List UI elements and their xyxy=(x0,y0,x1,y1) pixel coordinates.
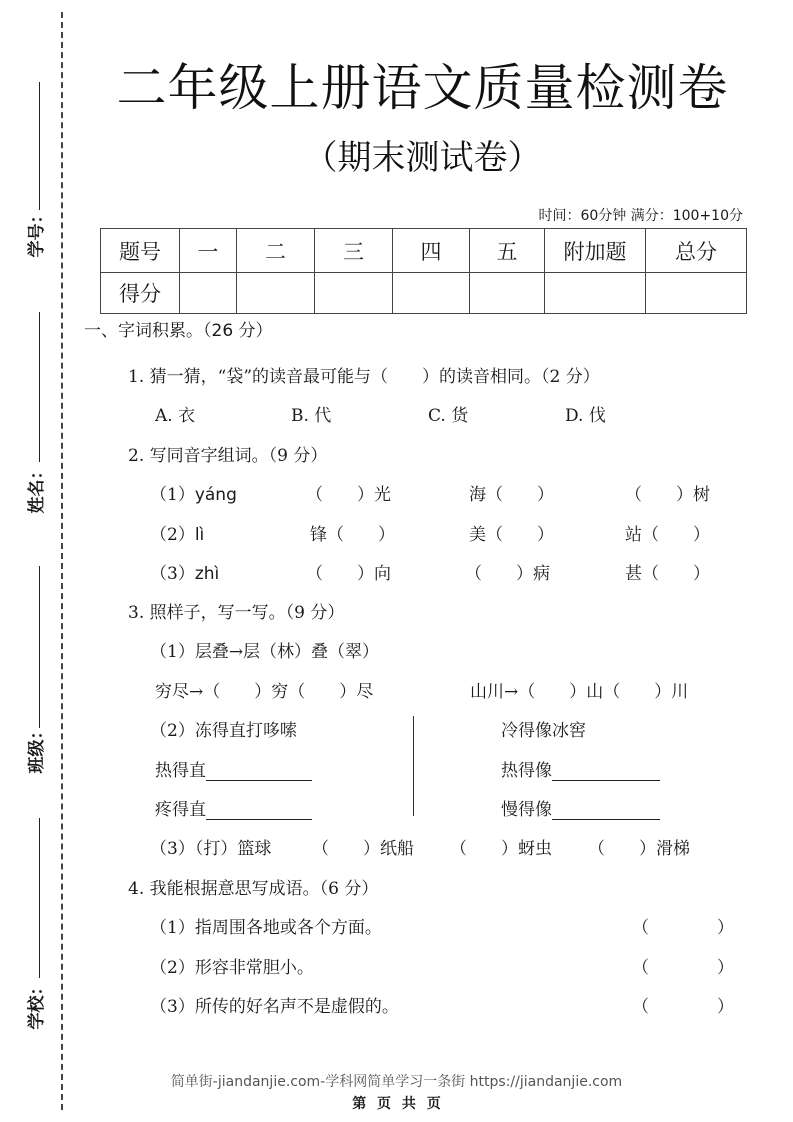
fill-blank-item[interactable]: （ ）树 xyxy=(625,485,710,505)
answer-blank[interactable] xyxy=(552,801,660,820)
header-cell: 附加题 xyxy=(545,229,646,273)
option-a[interactable]: A. 衣 xyxy=(155,406,196,426)
fill-blank-item[interactable]: （ ）滑梯 xyxy=(588,839,690,859)
answer-blank[interactable] xyxy=(206,762,312,781)
fill-blank-item[interactable]: 站（ ） xyxy=(625,525,710,545)
q3-part2-right-example: 冷得像冰窖 xyxy=(501,721,586,741)
header-cell: 五 xyxy=(470,229,545,273)
header-cell: 题号 xyxy=(101,229,180,273)
idiom-definition: （2）形容非常胆小。 xyxy=(150,958,314,978)
question-1-prompt: 1. 猜一猜，“袋”的读音最可能与（ ）的读音相同。（2 分） xyxy=(128,367,600,387)
item-text: 慢得像 xyxy=(501,800,552,820)
score-cell[interactable] xyxy=(646,273,747,314)
name-label: 姓名： xyxy=(26,462,47,514)
score-cell[interactable] xyxy=(180,273,237,314)
school-line[interactable] xyxy=(39,818,40,978)
fill-blank-item[interactable]: 山川→（ ）山（ ）川 xyxy=(470,682,689,702)
row-number: （3） xyxy=(150,564,195,584)
q3-part3-example: （3）（打）篮球 xyxy=(150,839,272,859)
q3-part2-left-item xyxy=(155,795,312,820)
section-heading: 一、字词积累。（26 分） xyxy=(84,321,273,341)
pinyin: lì xyxy=(194,525,205,545)
row-number: （1） xyxy=(150,485,195,505)
item-text: 热得像 xyxy=(501,761,552,781)
score-cell[interactable] xyxy=(393,273,470,314)
idiom-definition: （3）所传的好名声不是虚假的。 xyxy=(150,997,399,1017)
fill-blank-item[interactable]: （ ）纸船 xyxy=(312,839,414,859)
question-3-prompt: 3. 照样子，写一写。（9 分） xyxy=(128,603,345,623)
option-c[interactable]: C. 货 xyxy=(428,406,469,426)
page-title: 二年级上册语文质量检测卷 xyxy=(116,59,729,117)
idiom-answer-blank[interactable]: （ ） xyxy=(632,997,734,1017)
header-cell: 一 xyxy=(180,229,237,273)
pinyin: yáng xyxy=(194,485,237,505)
class-label: 班级： xyxy=(26,722,47,774)
header-cell: 三 xyxy=(315,229,393,273)
header-cell: 二 xyxy=(237,229,315,273)
fill-blank-item[interactable]: 甚（ ） xyxy=(625,564,710,584)
idiom-answer-blank[interactable]: （ ） xyxy=(632,918,734,938)
student-id-label: 学号： xyxy=(26,206,47,258)
row-number: （2） xyxy=(150,525,195,545)
option-d[interactable]: D. 伐 xyxy=(565,406,606,426)
fill-blank-item[interactable]: 海（ ） xyxy=(469,485,554,505)
page-subtitle: （期末测试卷） xyxy=(303,138,542,178)
idiom-definition: （1）指周围各地或各个方面。 xyxy=(150,918,382,938)
q3-part2-right-item xyxy=(501,795,660,820)
school-label: 学校： xyxy=(26,978,47,1030)
score-cell[interactable] xyxy=(470,273,545,314)
row-label-cell: 得分 xyxy=(101,273,180,314)
score-cell[interactable] xyxy=(545,273,646,314)
vertical-divider xyxy=(413,716,414,816)
fill-blank-item[interactable]: （ ）向 xyxy=(306,564,391,584)
header-cell: 四 xyxy=(393,229,470,273)
q2-row-1-label xyxy=(150,480,237,505)
page-number: 第 页 共 页 xyxy=(352,1096,441,1112)
fill-blank-item[interactable]: 锋（ ） xyxy=(310,525,395,545)
q3-part1-example: （1）层叠→层（林）叠（翠） xyxy=(150,642,380,662)
score-table-score-row xyxy=(101,273,747,314)
fill-blank-item[interactable]: 美（ ） xyxy=(469,525,554,545)
name-line[interactable] xyxy=(39,312,40,462)
option-b[interactable]: B. 代 xyxy=(291,406,332,426)
header-cell: 总分 xyxy=(646,229,747,273)
watermark-footer: 简单街-jiandanjie.com-学科网简单学习一条街 https://jiandanjie.com xyxy=(170,1074,623,1090)
pinyin: zhì xyxy=(194,564,220,584)
answer-blank[interactable] xyxy=(552,762,660,781)
q2-row-3-label xyxy=(150,559,219,584)
answer-blank[interactable] xyxy=(206,801,312,820)
score-table xyxy=(100,228,747,314)
fill-blank-item[interactable]: 穷尽→（ ）穷（ ）尽 xyxy=(155,682,374,702)
fill-blank-item[interactable]: （ ）病 xyxy=(465,564,550,584)
fill-blank-item[interactable]: （ ）蚜虫 xyxy=(450,839,552,859)
score-cell[interactable] xyxy=(315,273,393,314)
q2-row-2-label xyxy=(150,520,204,545)
question-4-prompt: 4. 我能根据意思写成语。（6 分） xyxy=(128,879,379,899)
class-line[interactable] xyxy=(39,566,40,728)
item-text: 热得直 xyxy=(155,761,206,781)
item-text: 疼得直 xyxy=(155,800,206,820)
question-2-prompt: 2. 写同音字组词。（9 分） xyxy=(128,446,328,466)
q3-part2-left-example: （2）冻得直打哆嗦 xyxy=(150,721,297,741)
q3-part2-left-item xyxy=(155,756,312,781)
idiom-answer-blank[interactable]: （ ） xyxy=(632,958,734,978)
score-cell[interactable] xyxy=(237,273,315,314)
score-table-header-row xyxy=(101,229,747,273)
fill-blank-item[interactable]: （ ）光 xyxy=(306,485,391,505)
q3-part2-right-item xyxy=(501,756,660,781)
time-info: 时间：60分钟 满分：100+10分 xyxy=(538,208,743,224)
